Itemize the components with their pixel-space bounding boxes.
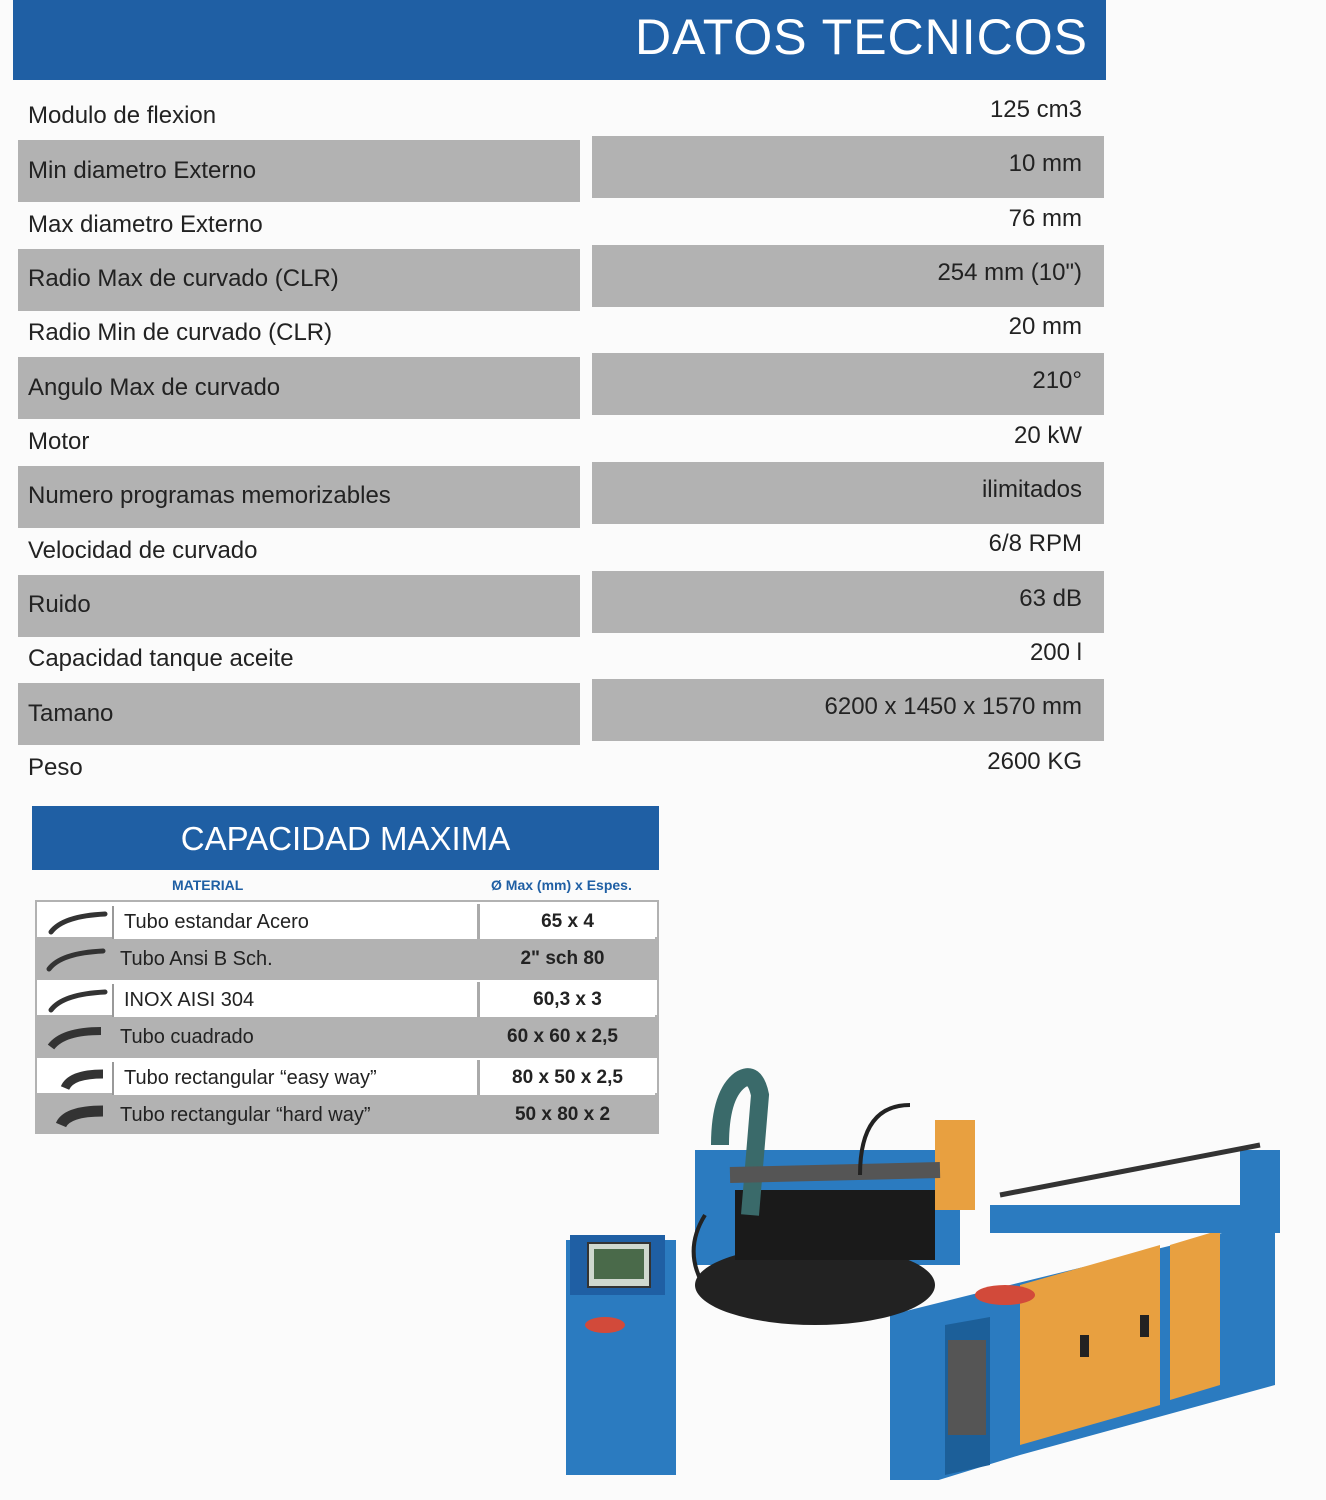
spec-row: [18, 629, 1108, 683]
max-dimension: 60 x 60 x 2,5: [507, 1026, 618, 1047]
spec-label: Min diametro Externo: [28, 156, 257, 184]
spec-label: Tamano: [28, 699, 114, 727]
round-tube-bend-icon: [45, 986, 109, 1014]
spec-label: Velocidad de curvado: [28, 536, 258, 564]
spec-label: Modulo de flexion: [28, 102, 217, 130]
round-tube-bend-icon: [43, 945, 107, 973]
spec-label: Capacidad tanque aceite: [28, 645, 294, 673]
material-name: Tubo rectangular “easy way”: [112, 1062, 484, 1095]
spec-label: Peso: [28, 753, 83, 781]
rect-tube-bend-icon: [43, 1101, 107, 1129]
capacity-row: [35, 1017, 659, 1056]
spec-value: 20 mm: [1008, 313, 1082, 341]
spec-label: Numero programas memorizables: [28, 482, 391, 510]
spec-row: [18, 86, 1108, 140]
spec-value: 63 dB: [1019, 584, 1082, 612]
spec-label: Angulo Max de curvado: [28, 373, 281, 401]
spec-value: ilimitados: [981, 476, 1082, 504]
spec-row: [18, 738, 1108, 792]
spec-row: [18, 683, 1108, 737]
material-name: Tubo estandar Acero: [112, 906, 484, 939]
material-name: Tubo Ansi B Sch.: [120, 948, 273, 970]
max-dimension: 2" sch 80: [520, 948, 605, 969]
round-tube-bend-icon: [45, 908, 109, 936]
spec-value: 210°: [1032, 367, 1082, 395]
page-title: DATOS TECNICOS: [635, 9, 1088, 65]
spec-row: [18, 357, 1108, 411]
square-tube-bend-icon: [43, 1023, 107, 1051]
spec-row: [18, 195, 1108, 249]
max-dimension: 60,3 x 3: [477, 982, 655, 1017]
spec-value: 10 mm: [1008, 150, 1082, 178]
spec-row: [18, 249, 1108, 303]
max-dimension: 50 x 80 x 2: [514, 1104, 611, 1125]
spec-value: 6200 x 1450 x 1570 mm: [824, 693, 1082, 721]
spec-row: [18, 140, 1108, 194]
max-dimension: 65 x 4: [477, 904, 655, 939]
material-name: Tubo cuadrado: [120, 1026, 254, 1048]
spec-value: 254 mm (10"): [937, 258, 1082, 286]
spec-value: 76 mm: [1008, 204, 1082, 232]
spec-label: Motor: [28, 428, 90, 456]
specs-table: [18, 86, 1108, 792]
spec-row: [18, 303, 1108, 357]
spec-label: Max diametro Externo: [28, 210, 263, 238]
capacity-row: [35, 939, 659, 978]
dimension-column-header: Ø Max (mm) x Espes.: [491, 877, 632, 893]
spec-row: [18, 412, 1108, 466]
material-column-header: MATERIAL: [172, 877, 244, 893]
spec-row: [18, 575, 1108, 629]
datos-tecnicos-banner: [13, 0, 1106, 80]
tube-bending-machine-image: [560, 1055, 1290, 1480]
spec-row: [18, 466, 1108, 520]
capacity-row: [35, 978, 659, 1017]
max-dimension: 80 x 50 x 2,5: [477, 1060, 655, 1095]
spec-value: 20 kW: [1013, 421, 1082, 449]
material-name: Tubo rectangular “hard way”: [120, 1104, 371, 1126]
spec-label: Ruido: [28, 590, 91, 618]
capacidad-banner: [32, 806, 659, 870]
spec-value: 6/8 RPM: [988, 530, 1082, 558]
spec-label: Radio Min de curvado (CLR): [28, 319, 333, 347]
material-name: INOX AISI 304: [112, 984, 484, 1017]
spec-value: 2600 KG: [987, 747, 1082, 775]
spec-value: 200 l: [1029, 638, 1082, 666]
spec-label: Radio Max de curvado (CLR): [28, 265, 339, 293]
rect-tube-bend-icon: [45, 1064, 109, 1092]
spec-value: 125 cm3: [989, 96, 1082, 123]
capacity-row: [35, 900, 659, 939]
section-title: CAPACIDAD MAXIMA: [180, 820, 511, 857]
spec-row: [18, 520, 1108, 574]
